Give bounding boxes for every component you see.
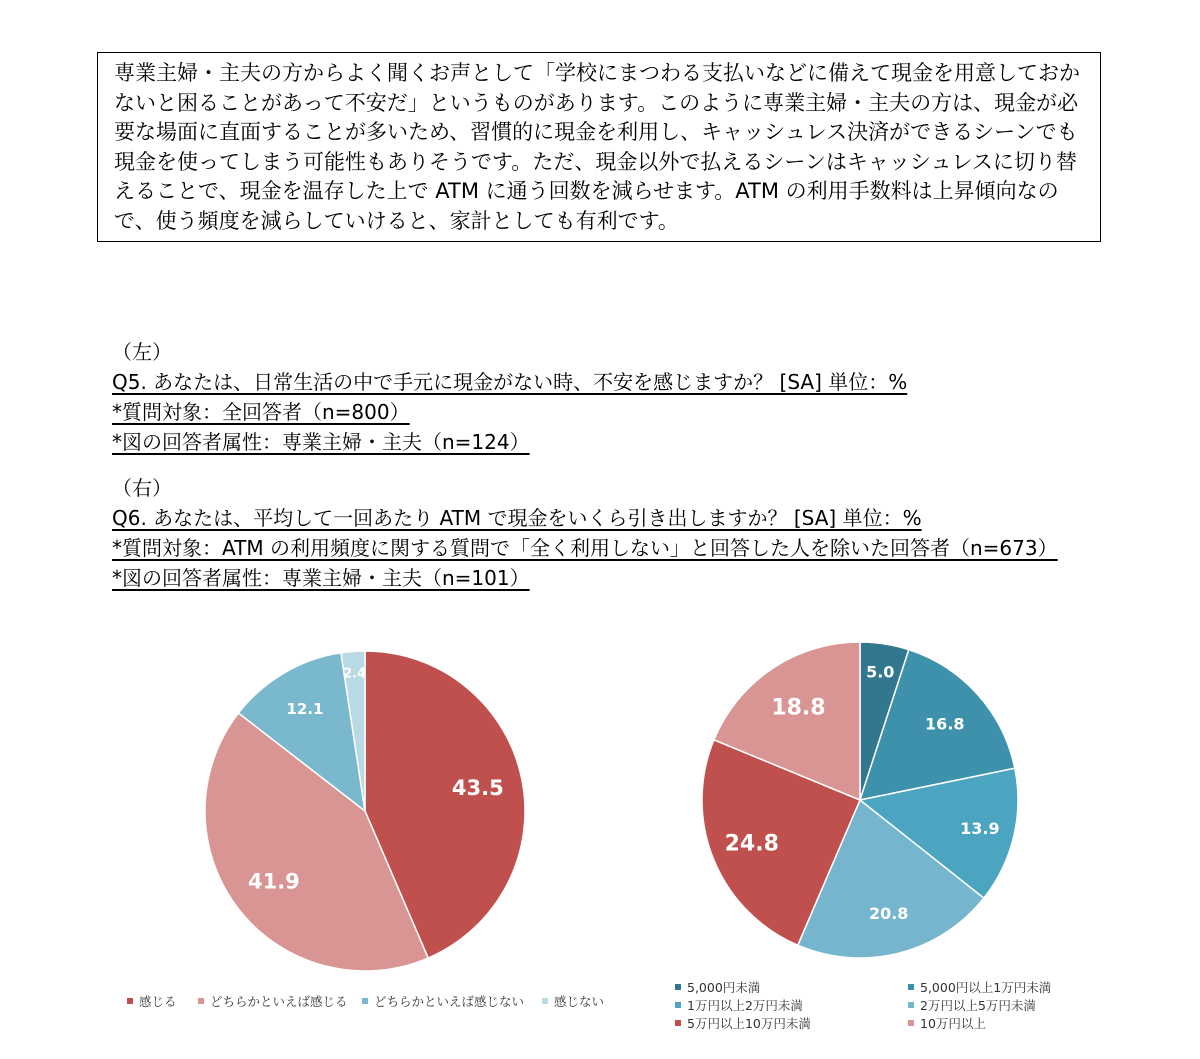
legend-label: 10万円以上 <box>920 1016 986 1031</box>
slice-label: 2.4 <box>343 666 367 682</box>
legend-label: 5,000円以上1万円未満 <box>920 980 1052 995</box>
legend-swatch <box>908 984 914 990</box>
slice-label: 12.1 <box>286 699 324 718</box>
intro-box <box>97 52 1101 242</box>
slice-label: 20.8 <box>868 903 909 923</box>
legend-swatch <box>127 998 133 1004</box>
slice-label: 41.9 <box>247 869 300 894</box>
slice-label: 24.8 <box>724 831 779 857</box>
right-attribute: *図の回答者属性：専業主婦・主夫（n=101） <box>112 566 530 590</box>
legend-swatch <box>908 1020 914 1026</box>
legend-swatch <box>908 1002 914 1008</box>
legend-item <box>675 1014 811 1032</box>
legend-item <box>542 992 604 1010</box>
slice-label: 13.9 <box>960 819 1000 839</box>
slice-label: 16.8 <box>925 714 965 734</box>
left-side-label: （左） <box>112 340 172 364</box>
legend-swatch <box>362 998 368 1004</box>
right-side-label: （右） <box>112 476 172 500</box>
intro-text: 専業主婦・主夫の方からよく聞くお声として「学校にまつわる支払いなどに備えて現金を用意しておかないと困ることがあって不安だ」というものがあります。このように専業主婦・主夫の方は、現金が必要な場面に直面することが多いため、習慣的に現金を利用し、キャッシュレス決済ができるシーンでも現金を使ってしまう可能性もありそうです。ただ、現金以外で払えるシーンはキャッシュレスに切り替えることで、現金を温存した上で ATM に通う回数を減らせます。ATM の利用手数料は上昇傾向なので、使う頻度を減らしていけると、家計としても有利です。 <box>114 61 1080 233</box>
left-target: *質問対象：全回答者（n=800） <box>112 400 410 424</box>
legend-item <box>675 996 803 1014</box>
legend-item <box>127 992 177 1010</box>
legend-label: どちらかといえば感じない <box>374 994 525 1009</box>
slice-label: 43.5 <box>451 775 504 800</box>
left-question: Q5. あなたは、日常生活の中で手元に現金がない時、不安を感じますか？ [SA] 単位：% <box>112 370 908 394</box>
pie-chart-right <box>698 638 1022 962</box>
pie-chart-left <box>200 646 530 976</box>
legend-swatch <box>198 998 204 1004</box>
legend-item <box>198 992 348 1010</box>
slice-label: 5.0 <box>866 662 895 682</box>
legend-label: 感じない <box>554 994 605 1009</box>
legend-label: 1万円以上2万円未満 <box>687 998 803 1013</box>
legend-swatch <box>675 1002 681 1008</box>
legend-label: 2万円以上5万円未満 <box>920 998 1036 1013</box>
right-question: Q6. あなたは、平均して一回あたり ATM で現金をいくら引き出しますか？ [SA] 単位：% <box>112 506 922 530</box>
legend-item <box>908 996 1036 1014</box>
legend-item <box>675 978 760 996</box>
right-question-block <box>112 473 1058 593</box>
legend-label: 5万円以上10万円未満 <box>687 1016 811 1031</box>
legend-label: どちらかといえば感じる <box>210 994 348 1009</box>
legend-swatch <box>675 984 681 990</box>
legend-item <box>908 1014 986 1032</box>
legend-item <box>908 978 1051 996</box>
legend-item <box>362 992 524 1010</box>
left-attribute: *図の回答者属性：専業主婦・主夫（n=124） <box>112 430 530 454</box>
legend-label: 5,000円未満 <box>687 980 761 995</box>
legend-label: 感じる <box>139 994 177 1009</box>
legend-swatch <box>675 1020 681 1026</box>
left-question-block <box>112 337 907 457</box>
legend-swatch <box>542 998 548 1004</box>
right-target: *質問対象：ATM の利用頻度に関する質問で「全く利用しない」と回答した人を除いた回答者（n=673） <box>112 536 1058 560</box>
slice-label: 18.8 <box>771 695 826 721</box>
